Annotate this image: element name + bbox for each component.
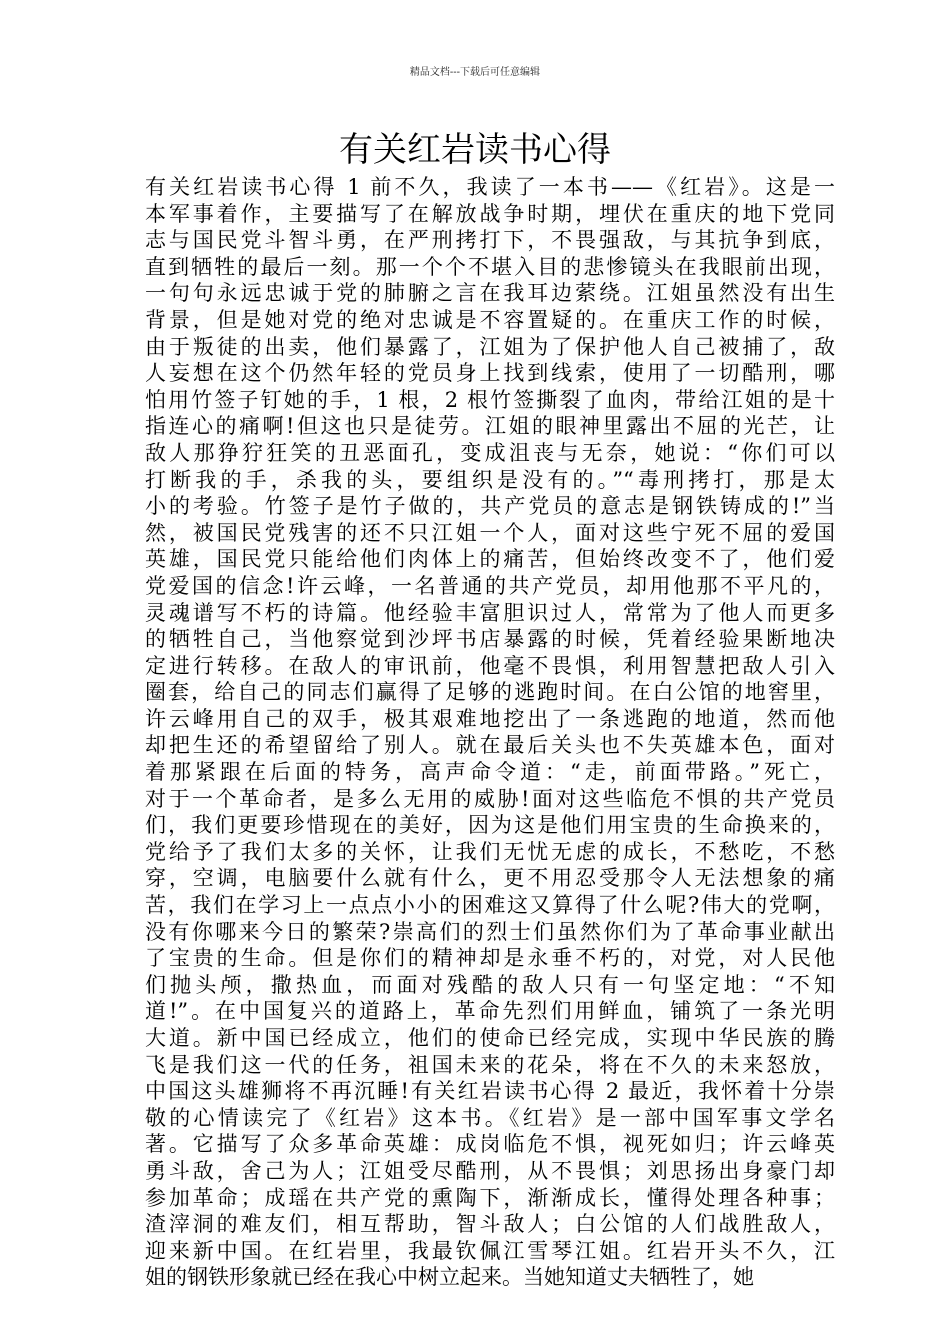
body-line: 圈套，给自己的同志们赢得了足够的逃跑时间。在白公馆的地窖里， <box>145 680 835 705</box>
body-line: 本军事着作，主要描写了在解放战争时期，埋伏在重庆的地下党同 <box>145 201 835 226</box>
body-line: 由于叛徒的出卖，他们暴露了，江姐为了保护他人自己被捕了，敌 <box>145 334 835 359</box>
body-line: 志与国民党斗智斗勇，在严刑拷打下，不畏强敌，与其抗争到底， <box>145 228 835 253</box>
body-line: 飞是我们这一代的任务，祖国未来的花朵，将在不久的未来怒放， <box>145 1052 835 1077</box>
body-line: 人妄想在这个仍然年轻的党员身上找到线索，使用了一切酷刑，哪 <box>145 361 835 386</box>
body-line: 迎来新中国。在红岩里，我最钦佩江雪琴江姐。红岩开头不久，江 <box>145 1238 835 1263</box>
document-title: 有关红岩读书心得 <box>339 130 611 170</box>
body-line: 许云峰用自己的双手，极其艰难地挖出了一条逃跑的地道，然而他 <box>145 706 835 731</box>
body-line: 道!”。在中国复兴的道路上，革命先烈们用鲜血，铺筑了一条光明 <box>145 999 835 1024</box>
body-line: 了宝贵的生命。但是你们的精神却是永垂不朽的，对党，对人民他 <box>145 946 835 971</box>
body-line: 有关红岩读书心得 1 前不久，我读了一本书——《红岩》。这是一 <box>145 175 835 199</box>
body-line: 然，被国民党残害的还不只江姐一个人，面对这些宁死不屈的爱国 <box>145 520 835 545</box>
body-line: 穿，空调，电脑要什么就有什么，更不用忍受那令人无法想象的痛 <box>145 866 835 891</box>
document-body <box>145 174 835 1291</box>
body-line: 们，我们更要珍惜现在的美好，因为这是他们用宝贵的生命换来的， <box>145 813 835 838</box>
body-line: 指连心的痛啊!但这也只是徒劳。江姐的眼神里露出不屈的光芒，让 <box>145 414 835 439</box>
body-line: 着那紧跟在后面的特务，高声命令道：“走，前面带路。”死亡， <box>145 760 835 785</box>
body-line: 没有你哪来今日的繁荣?崇高们的烈士们虽然你们为了革命事业献出 <box>145 919 835 944</box>
body-line: 却把生还的希望留给了别人。就在最后关头也不失英雄本色，面对 <box>145 733 835 758</box>
body-line: 中国这头雄狮将不再沉睡!有关红岩读书心得 2 最近，我怀着十分崇 <box>145 1079 835 1104</box>
body-line: 参加革命；成瑶在共产党的熏陶下，渐渐成长，懂得处理各种事； <box>145 1185 835 1210</box>
body-line: 对于一个革命者，是多么无用的威胁!面对这些临危不惧的共产党员 <box>145 786 835 811</box>
body-line: 英雄，国民党只能给他们肉体上的痛苦，但始终改变不了，他们爱 <box>145 547 835 572</box>
body-line: 的牺牲自己，当他察觉到沙坪书店暴露的时候，凭着经验果断地决 <box>145 627 835 652</box>
body-line: 党给予了我们太多的关怀，让我们无忧无虑的成长，不愁吃，不愁 <box>145 839 835 864</box>
body-line: 苦，我们在学习上一点点小小的困难这又算得了什么呢?伟大的党啊， <box>145 893 835 918</box>
body-line: 一句句永远忠诚于党的肺腑之言在我耳边萦绕。江姐虽然没有出生 <box>145 281 835 306</box>
body-line: 打断我的手，杀我的头，要组织是没有的。”“毒刑拷打，那是太 <box>145 467 835 492</box>
body-line: 渣滓洞的难友们，相互帮助，智斗敌人；白公馆的人们战胜敌人， <box>145 1212 835 1237</box>
body-line: 敌人那狰狞狂笑的丑恶面孔，变成沮丧与无奈，她说：“你们可以 <box>145 440 835 465</box>
body-line: 党爱国的信念!许云峰，一名普通的共产党员，却用他那不平凡的， <box>145 573 835 598</box>
body-line: 姐的钢铁形象就已经在我心中树立起来。当她知道丈夫牺牲了，她 <box>145 1265 754 1290</box>
body-line: 定进行转移。在敌人的审讯前，他毫不畏惧，利用智慧把敌人引入 <box>145 653 835 678</box>
body-line: 怕用竹签子钉她的手，1 根，2 根竹签撕裂了血肉，带给江姐的是十 <box>145 387 835 412</box>
body-line: 背景，但是她对党的绝对忠诚是不容置疑的。在重庆工作的时候， <box>145 307 835 332</box>
body-line: 大道。新中国已经成立，他们的使命已经完成，实现中华民族的腾 <box>145 1026 835 1050</box>
body-line: 敬的心情读完了《红岩》这本书。《红岩》是一部中国军事文学名 <box>145 1105 835 1130</box>
body-line: 小的考验。竹签子是竹子做的，共产党员的意志是钢铁铸成的!”当 <box>145 494 835 519</box>
body-line: 直到牺牲的最后一刻。那一个个不堪入目的悲惨镜头在我眼前出现， <box>145 254 835 279</box>
page-header-note: 精品文档---下载后可任意编辑 <box>409 67 541 78</box>
body-line: 灵魂谱写不朽的诗篇。他经验丰富胆识过人，常常为了他人而更多 <box>145 600 835 625</box>
body-line: 勇斗敌，舍己为人；江姐受尽酷刑，从不畏惧；刘思扬出身豪门却 <box>145 1158 835 1183</box>
body-line: 著。它描写了众多革命英雄：成岗临危不惧，视死如归；许云峰英 <box>145 1132 835 1157</box>
body-line: 们抛头颅，撒热血，而面对残酷的敌人只有一句坚定地：“不知 <box>145 972 835 997</box>
